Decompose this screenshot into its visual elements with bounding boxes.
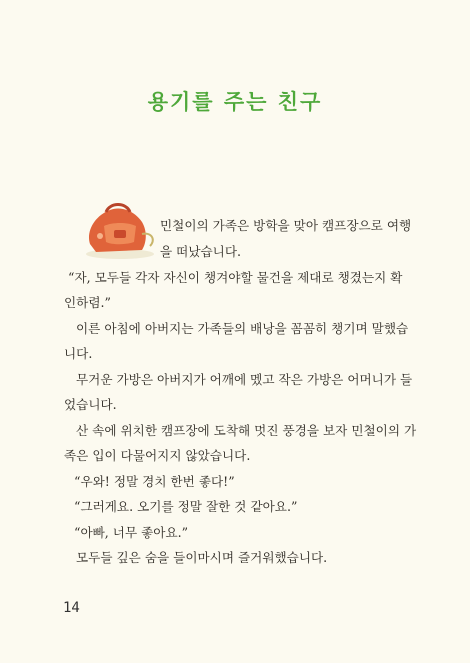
text-line: “우와! 정말 경치 한번 좋다!” bbox=[74, 474, 235, 489]
text-line: 족은 입이 다물어지지 않았습니다. bbox=[64, 448, 251, 463]
text-line: 을 떠났습니다. bbox=[160, 244, 241, 259]
text-line: 산 속에 위치한 캠프장에 도착해 멋진 풍경을 보자 민철이의 가 bbox=[76, 423, 417, 438]
text-line: “아빠, 너무 좋아요.” bbox=[74, 525, 189, 540]
text-line: 니다. bbox=[64, 346, 93, 361]
text-line: 인하렴.” bbox=[64, 295, 111, 310]
text-line: 모두들 깊은 숨을 들이마시며 즐거워했습니다. bbox=[76, 550, 328, 565]
text-line: “자, 모두들 각자 자신이 챙겨야할 물건을 제대로 챙겼는지 확 bbox=[68, 270, 403, 285]
text-line: 이른 아침에 아버지는 가족들의 배낭을 꼼꼼히 챙기며 말했습 bbox=[76, 321, 409, 336]
text-line: 었습니다. bbox=[64, 397, 117, 412]
page-number: 14 bbox=[63, 600, 80, 616]
text-line: 민철이의 가족은 방학을 맞아 캠프장으로 여행 bbox=[160, 218, 412, 233]
text-line: 무거운 가방은 아버지가 어깨에 멨고 작은 가방은 어머니가 들 bbox=[76, 372, 413, 387]
story-title: 용기를 주는 친구 bbox=[147, 90, 323, 114]
text-line: “그러게요. 오기를 정말 잘한 것 같아요.” bbox=[74, 499, 298, 514]
backpack-icon bbox=[80, 196, 158, 260]
